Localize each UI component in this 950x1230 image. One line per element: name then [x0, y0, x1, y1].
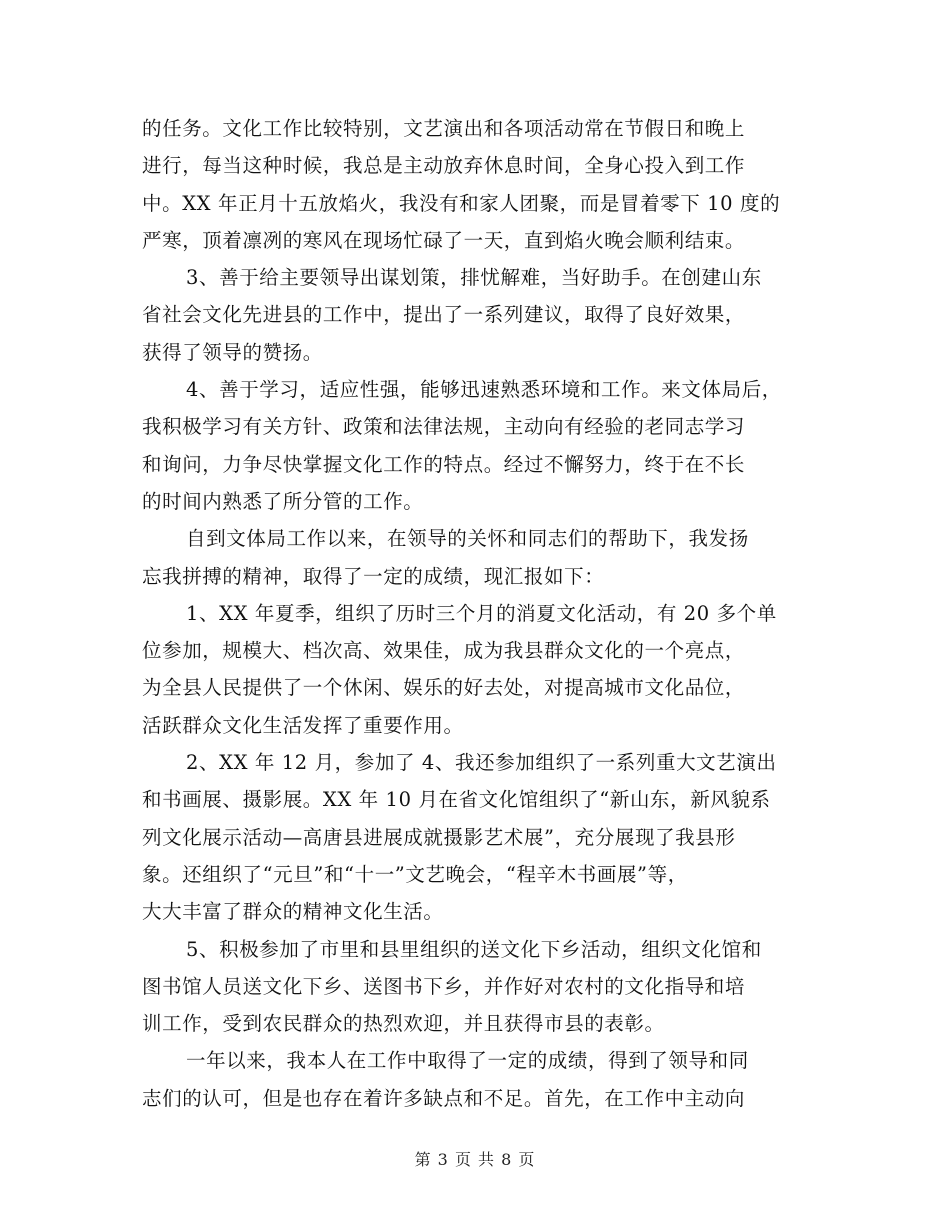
text-line: 和询问，力争尽快掌握文化工作的特点。经过不懈努力，终于在不长	[142, 452, 746, 476]
text-line: 的任务。文化工作比较特别，文艺演出和各项活动常在节假日和晚上	[142, 117, 746, 140]
text-line: 位参加，规模大、档次高、效果佳，成为我县群众文化的一个亮点，	[142, 639, 746, 663]
text-line: 大大丰富了群众的精神文化生活。	[142, 900, 444, 924]
text-line: 获得了领导的赞扬。	[142, 340, 323, 364]
text-line: 一年以来，我本人在工作中取得了一定的成绩，得到了领导和同	[186, 1049, 749, 1073]
text-line: 5、积极参加了市里和县里组织的送文化下乡活动，组织文化馆和	[186, 937, 762, 961]
text-line: 忘我拼搏的精神，取得了一定的成绩，现汇报如下：	[142, 564, 605, 588]
text-line: 2、XX 年 12 月，参加了 4、我还参加组织了一系列重大文艺演出	[186, 751, 777, 775]
document-body	[142, 110, 832, 1117]
text-line: 和书画展、摄影展。XX 年 10 月在省文化馆组织了“新山东，新风貌系	[142, 788, 771, 812]
text-line: 中。XX 年正月十五放焰火，我没有和家人团聚，而是冒着零下 10 度的	[142, 191, 781, 215]
page-footer: 第 3 页 共 8 页	[414, 1150, 536, 1169]
text-line: 象。还组织了“元旦”和“十一”文艺晚会，“程辛木书画展”等，	[142, 862, 688, 886]
text-line: 严寒，顶着凛冽的寒风在现场忙碌了一天，直到焰火晚会顺利结束。	[142, 228, 746, 252]
text-line: 的时间内熟悉了所分管的工作。	[142, 489, 424, 513]
text-line: 为全县人民提供了一个休闲、娱乐的好去处，对提高城市文化品位，	[142, 676, 746, 700]
text-line: 4、善于学习，适应性强，能够迅速熟悉环境和工作。来文体局后，	[186, 378, 782, 402]
text-line: 3、善于给主要领导出谋划策，排忧解难，当好助手。在创建山东	[186, 266, 762, 290]
text-line: 我积极学习有关方针、政策和法律法规，主动向有经验的老同志学习	[142, 415, 746, 439]
text-line: 自到文体局工作以来，在领导的关怀和同志们的帮助下，我发扬	[186, 527, 749, 551]
text-line: 训工作，受到农民群众的热烈欢迎，并且获得市县的表彰。	[142, 1012, 665, 1036]
text-line: 志们的认可，但是也存在着许多缺点和不足。首先，在工作中主动向	[142, 1086, 746, 1110]
text-line: 1、XX 年夏季，组织了历时三个月的消夏文化活动，有 20 多个单	[186, 601, 777, 625]
text-line: 活跃群众文化生活发挥了重要作用。	[142, 713, 464, 737]
text-line: 省社会文化先进县的工作中，提出了一系列建议，取得了良好效果，	[142, 303, 746, 327]
text-line: 列文化展示活动—高唐县进展成就摄影艺术展”，充分展现了我县形	[142, 825, 736, 849]
text-line: 图书馆人员送文化下乡、送图书下乡，并作好对农村的文化指导和培	[142, 974, 746, 998]
text-line: 进行，每当这种时候，我总是主动放弃休息时间，全身心投入到工作	[142, 154, 746, 178]
